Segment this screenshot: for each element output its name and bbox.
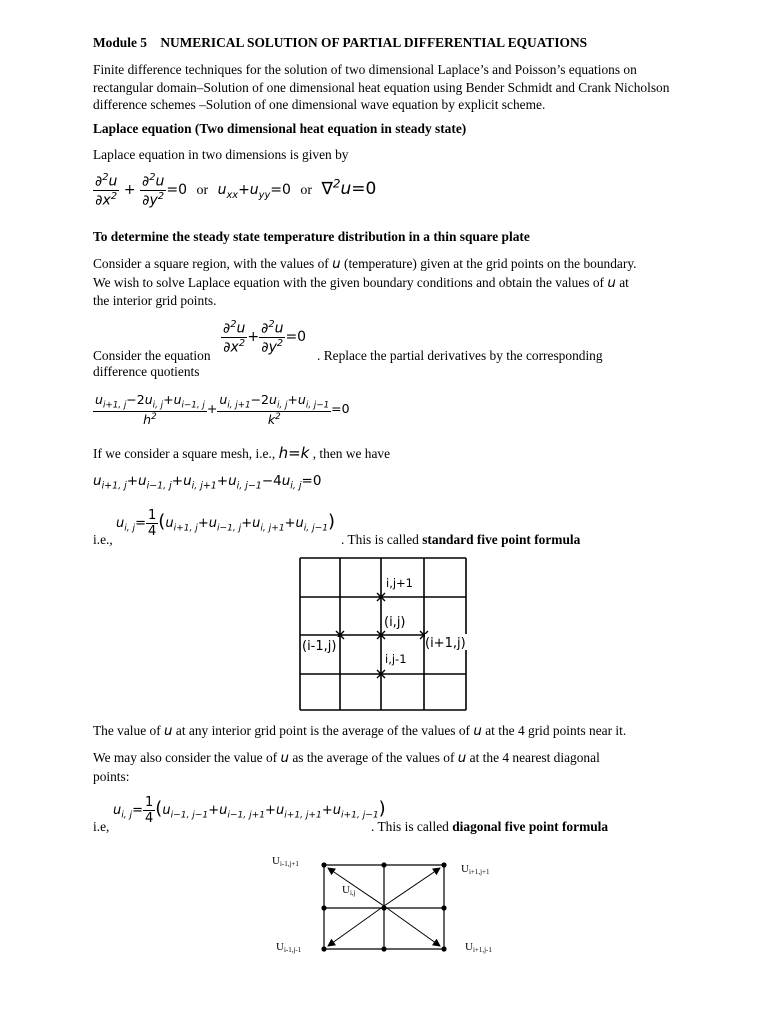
consider-paragraph: Consider a square region, with the values of u (temperature) given at the grid points on the boundary. We wish to solve Laplace equation with the given boundary conditions and obtain the values of u at the interior grid points. [93,256,637,308]
laplace-given-text: Laplace equation in two dimensions is given by [93,147,349,162]
replace-text-2: difference quotients [93,364,200,379]
square-mesh-text: If we consider a square mesh, i.e., h=k , then we have [93,444,391,462]
grid-label-right: (i+1,j) [425,636,466,651]
consider-equation: $\frac{\partial^2u}{\partial x^2}$ + $\frac{\partial^2u}{\partial y^2}$ =0 [223,319,307,356]
diag-label-bottom-right: Ui+1,j-1 [465,941,492,954]
grid-label-bottom: i,j-1 [385,652,407,666]
average-paragraph: The value of u at any interior grid point is the average of the values of u at the 4 grid points near it. [93,723,627,739]
or-word: or [196,183,209,199]
page-title: Module 5 NUMERICAL SOLUTION OF PARTIAL DIFFERENTIAL EQUATIONS [93,35,588,50]
five-point-sum-equation: $u_{i+1, j}+u_{i-1, j}+u_{i, j+1}+u_{i, j-1}-4u_{i, j}=0$ [93,473,322,492]
intro-paragraph: Finite difference techniques for the solution of two dimensional Laplace’s and Poisson’s equations on rectangular domain–Solution of one dimensional heat equation using Bender Schmidt and Crank Nicholson difference schemes –Solution of one dimensional wave equation by explicit scheme. [93,62,670,112]
diagonal-stencil-diagram [268,848,508,968]
or-word: or [300,183,313,199]
grid-label-left: (i-1,j) [302,639,337,654]
standard-formula: $u_{i, j}=$ $\frac{1}{4}$ $(u_{i+1, j}+u_{i-1, j}+u_{i, j+1}+u_{i, j-1})$ [116,508,336,539]
diag-label-top-right: Ui+1,j+1 [461,863,490,876]
diag-label-bottom-left: Ui-1,j-1 [276,941,302,954]
diag-label-center: Ui,j [342,884,356,897]
ie2-label: i.e, [93,819,110,834]
diagonal-formula: $u_{i, j}=$ $\frac{1}{4}$ $(u_{i-1, j-1}+u_{i-1, j+1}+u_{i+1, j+1}+u_{i+1, j-1})$ [113,795,386,826]
grid-label-center: (i,j) [384,615,406,630]
standard-stencil-diagram [298,556,470,712]
laplace-heading: Laplace equation (Two dimensional heat equation in steady state) [93,121,467,136]
laplace-equation: $\frac{\partial^2u}{\partial x^2}$ + $\frac{\partial^2u}{\partial y^2}$ =0 or $u_{xx}+u_{yy}=0$ or ∇$^2$u=0 [95,172,377,209]
diagonal-paragraph: We may also consider the value of u as the average of the values of u at the 4 nearest diagonal points: [93,750,600,784]
replace-text: . Replace the partial derivatives by the corresponding [317,348,603,363]
grid-label-top: i,j+1 [386,576,413,590]
steady-heading: To determine the steady state temperature distribution in a thin square plate [93,229,530,244]
eq-consider-text: Consider the equation [93,348,211,363]
standard-label: . This is called standard five point formula [341,532,581,547]
diag-label-top-left: Ui-1,j+1 [272,855,299,868]
ie-label: i.e., [93,532,113,547]
difference-quotient-equation: $\frac{u_{i+1, j}-2u_{i, j}+u_{i-1, j}}{h^2}$ + $\frac{u_{i, j+1}-2u_{i, j}+u_{i, j-1}}{k^2}$ =0 [95,392,350,427]
diagonal-label: . This is called diagonal five point formula [371,819,609,834]
